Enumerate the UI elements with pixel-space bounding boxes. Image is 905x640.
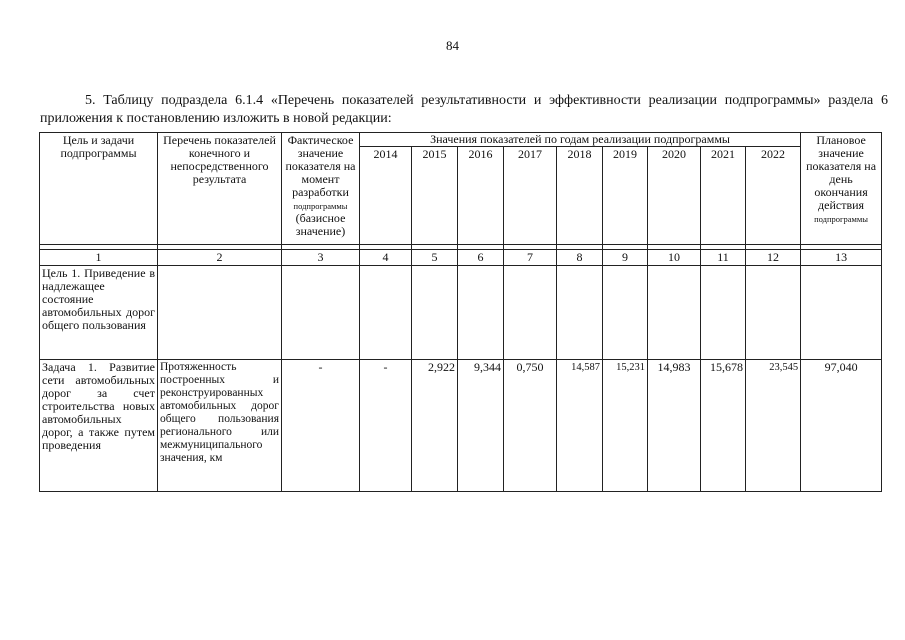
task-cell: Задача 1. Развитие сети автомобильных дорог за счет строительства новых автомобильных дорог, а также путем проведения xyxy=(40,360,158,492)
header-indicators: Перечень показателей конечного и непосредственного результата xyxy=(158,133,282,245)
header-year: 2016 xyxy=(458,147,504,245)
column-number: 8 xyxy=(557,250,603,266)
column-number: 11 xyxy=(701,250,746,266)
column-number: 7 xyxy=(504,250,557,266)
header-planned xyxy=(801,133,882,245)
year-value-cell: 0,750 xyxy=(504,360,557,492)
column-number: 5 xyxy=(412,250,458,266)
header-year: 2021 xyxy=(701,147,746,245)
column-number: 9 xyxy=(603,250,648,266)
column-number: 1 xyxy=(40,250,158,266)
year-value-cell: - xyxy=(360,360,412,492)
year-value-cell: 23,545 xyxy=(746,360,801,492)
column-number: 12 xyxy=(746,250,801,266)
indicator-cell: Протяженность построенных и реконструированных автомобильных дорог общего пользования регионального или межмуниципального значения, км xyxy=(158,360,282,492)
planned-value-cell: 97,040 xyxy=(801,360,882,492)
column-number: 13 xyxy=(801,250,882,266)
goal-cell: Цель 1. Приведение в надлежащее состояние автомобильных дорог общего пользования xyxy=(40,266,158,360)
column-number: 2 xyxy=(158,250,282,266)
header-actual xyxy=(282,133,360,245)
indicators-table xyxy=(39,132,882,492)
header-year: 2017 xyxy=(504,147,557,245)
year-value-cell: 14,587 xyxy=(557,360,603,492)
year-value-cell: 15,678 xyxy=(701,360,746,492)
year-value-cell: 2,922 xyxy=(412,360,458,492)
header-planned-small: подпрограммы xyxy=(814,214,869,224)
header-actual-main: Фактическое значение показателя на момент разработки xyxy=(285,133,356,199)
header-year: 2019 xyxy=(603,147,648,245)
header-planned-main: Плановое значение показателя на день окончания действия xyxy=(806,133,877,212)
column-number: 10 xyxy=(648,250,701,266)
year-value-cell: 9,344 xyxy=(458,360,504,492)
task-row xyxy=(40,360,882,492)
header-year: 2022 xyxy=(746,147,801,245)
column-number: 6 xyxy=(458,250,504,266)
header-year: 2014 xyxy=(360,147,412,245)
actual-value-cell: - xyxy=(282,360,360,492)
goal-row xyxy=(40,266,882,360)
header-year: 2018 xyxy=(557,147,603,245)
column-numbers-row xyxy=(40,250,882,266)
column-number: 4 xyxy=(360,250,412,266)
header-year: 2015 xyxy=(412,147,458,245)
column-number: 3 xyxy=(282,250,360,266)
header-goal: Цель и задачи подпрограммы xyxy=(40,133,158,245)
year-value-cell: 15,231 xyxy=(603,360,648,492)
intro-paragraph: 5. Таблицу подраздела 6.1.4 «Перечень показателей результативности и эффективности реализации подпрограммы» раздела 6 приложения к постановлению изложить в новой редакции: xyxy=(40,93,888,126)
header-years-group: Значения показателей по годам реализации подпрограммы xyxy=(360,133,801,147)
page-number: 84 xyxy=(446,38,459,53)
header-row-1 xyxy=(40,133,882,147)
header-year: 2020 xyxy=(648,147,701,245)
header-actual-tail: (базисное значение) xyxy=(295,211,346,238)
header-actual-small: подпрограммы xyxy=(293,201,348,211)
year-value-cell: 14,983 xyxy=(648,360,701,492)
